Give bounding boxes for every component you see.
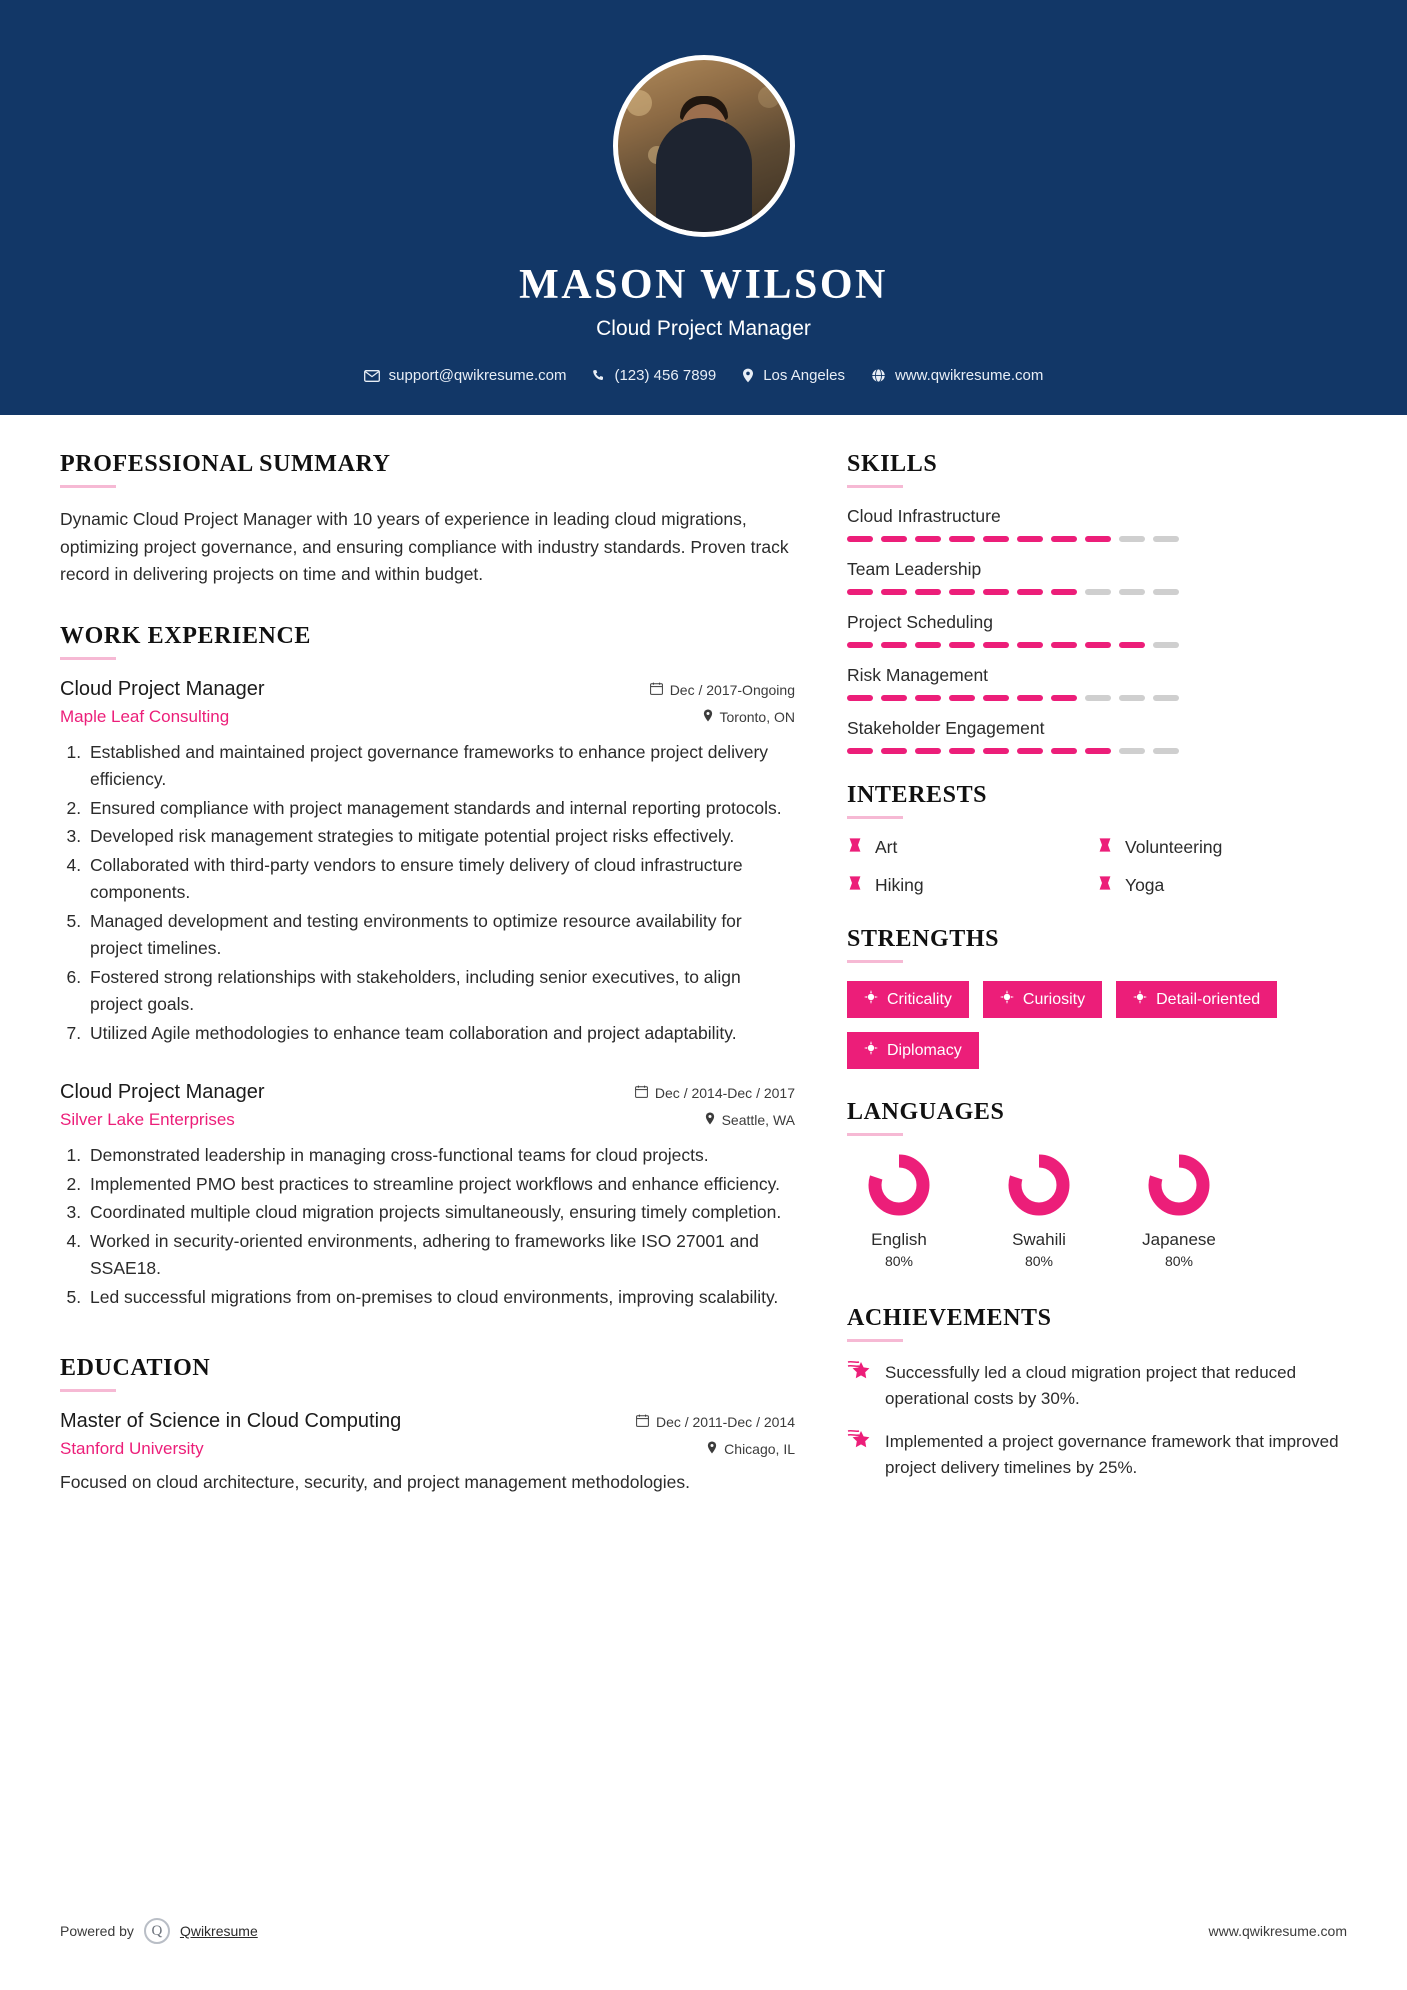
location-icon — [742, 368, 754, 383]
contact-phone[interactable] — [592, 367, 716, 384]
list-item: 1. Established and maintained project governance frameworks to enhance project delivery efficiency. — [86, 739, 795, 794]
job-location — [705, 1112, 795, 1128]
progress-ring — [868, 1154, 930, 1216]
contact-row — [364, 367, 1044, 384]
list-item: 1. Demonstrated leadership in managing cross-functional teams for cloud projects. — [86, 1142, 795, 1170]
interest-label: Yoga — [1125, 875, 1165, 895]
education-location — [707, 1441, 795, 1457]
location-icon — [703, 709, 713, 725]
interest-label: Art — [875, 837, 898, 857]
summary-text: Dynamic Cloud Project Manager with 10 years of experience in leading cloud migrations, optimizing project governance, and ensuring compliance with industry standards. Proven track record in delivering projects on time and within budget. — [60, 509, 789, 584]
page-footer — [0, 1918, 1407, 1944]
language-item — [991, 1154, 1087, 1269]
star-badge-icon — [847, 1429, 871, 1481]
sparkle-icon — [1133, 990, 1147, 1009]
progress-ring — [1008, 1154, 1070, 1216]
skill-label: Team Leadership — [847, 559, 982, 579]
list-item: 2. Ensured compliance with project management standards and internal reporting protocols. — [86, 795, 795, 823]
language-percent: 80% — [1164, 1253, 1194, 1269]
bookmark-icon — [847, 875, 863, 896]
bookmark-icon — [1097, 837, 1113, 858]
education-dates — [636, 1414, 795, 1430]
languages-list — [847, 1154, 1347, 1269]
skill-meter — [847, 748, 1347, 754]
list-item: 3. Developed risk management strategies to mitigate potential project risks effectively. — [86, 823, 795, 851]
divider — [847, 816, 903, 819]
calendar-icon — [650, 682, 663, 698]
education-item — [60, 1410, 795, 1497]
language-item — [851, 1154, 947, 1269]
interest-item — [847, 837, 1097, 858]
contact-email-text: support@qwikresume.com — [388, 367, 567, 384]
brand-name-link[interactable]: Qwikresume — [179, 1923, 258, 1939]
job-location — [703, 709, 795, 725]
experience-item — [60, 1081, 795, 1311]
job-dates — [635, 1085, 795, 1101]
divider — [847, 1133, 903, 1136]
education-location-text: Chicago, IL — [724, 1441, 795, 1457]
contact-email[interactable] — [364, 367, 567, 384]
skill-meter — [847, 589, 1347, 595]
right-column — [847, 451, 1347, 1507]
strength-chip — [847, 1032, 979, 1069]
strength-chip — [1116, 981, 1277, 1018]
interest-label: Hiking — [875, 875, 924, 895]
skill-item — [847, 665, 1347, 701]
list-item: 7. Utilized Agile methodologies to enhance team collaboration and project adaptability. — [86, 1020, 795, 1048]
divider — [60, 485, 116, 488]
list-item: 3. Coordinated multiple cloud migration projects simultaneously, ensuring timely completion. — [86, 1199, 795, 1227]
list-item: 5. Led successful migrations from on-premises to cloud environments, improving scalability. — [86, 1284, 795, 1312]
contact-location-text: Los Angeles — [763, 367, 845, 384]
job-title: Cloud Project Manager — [596, 317, 811, 340]
list-item: 5. Managed development and testing environments to optimize resource availability for project timelines. — [86, 908, 795, 963]
language-label: Japanese — [1142, 1230, 1216, 1249]
list-item: 6. Fostered strong relationships with stakeholders, including senior executives, to align project goals. — [86, 964, 795, 1019]
language-item — [1131, 1154, 1227, 1269]
bookmark-icon — [1097, 875, 1113, 896]
summary-heading: PROFESSIONAL SUMMARY — [60, 451, 391, 477]
strengths-heading: STRENGTHS — [847, 926, 1000, 952]
sparkle-icon — [864, 1041, 878, 1060]
job-role: Cloud Project Manager — [60, 677, 265, 700]
skills-heading: SKILLS — [847, 451, 938, 477]
sparkle-icon — [864, 990, 878, 1009]
language-percent: 80% — [884, 1253, 914, 1269]
job-duties — [86, 739, 795, 1048]
location-icon — [705, 1112, 715, 1128]
education-description: Focused on cloud architecture, security, and project management methodologies. — [60, 1472, 691, 1492]
achievement-text: Implemented a project governance framework that improved project delivery timelines by 25%. — [885, 1432, 1339, 1477]
divider — [847, 485, 903, 488]
language-label: English — [871, 1230, 927, 1249]
contact-location[interactable] — [742, 367, 845, 384]
location-icon — [707, 1441, 717, 1457]
brand-block[interactable] — [60, 1918, 258, 1944]
divider — [847, 1339, 903, 1342]
skill-label: Risk Management — [847, 665, 989, 685]
skill-meter — [847, 536, 1347, 542]
strength-label: Curiosity — [1022, 990, 1086, 1008]
bookmark-icon — [847, 837, 863, 858]
divider — [60, 657, 116, 660]
strength-label: Diplomacy — [887, 1041, 962, 1059]
strength-chip — [847, 981, 969, 1018]
strength-label: Detail-oriented — [1156, 990, 1261, 1008]
footer-website[interactable]: www.qwikresume.com — [1208, 1923, 1347, 1939]
contact-phone-text: (123) 456 7899 — [614, 367, 717, 384]
globe-icon — [871, 368, 886, 383]
language-label: Swahili — [1012, 1230, 1066, 1249]
job-company: Silver Lake Enterprises — [60, 1110, 235, 1129]
interest-item — [1097, 875, 1347, 896]
interests-list — [847, 837, 1347, 896]
divider — [847, 960, 903, 963]
powered-by-label: Powered by — [60, 1923, 134, 1939]
left-column — [60, 451, 795, 1507]
divider — [60, 1389, 116, 1392]
qwikresume-logo-icon: Q — [144, 1918, 170, 1944]
page-title: MASON WILSON — [519, 262, 888, 308]
education-dates-text: Dec / 2011-Dec / 2014 — [655, 1414, 795, 1430]
strength-chip — [983, 981, 1102, 1018]
list-item: 4. Collaborated with third-party vendors to ensure timely delivery of cloud infrastructure components. — [86, 852, 795, 907]
job-company: Maple Leaf Consulting — [60, 706, 230, 726]
achievement-item — [847, 1360, 1347, 1412]
experience-heading: WORK EXPERIENCE — [60, 622, 312, 649]
interest-item — [847, 875, 1097, 896]
job-duties — [86, 1142, 795, 1311]
education-heading: EDUCATION — [60, 1355, 211, 1381]
job-dates — [650, 682, 795, 698]
skill-item — [847, 718, 1347, 754]
achievements-heading: ACHIEVEMENTS — [847, 1305, 1052, 1331]
job-dates-text: Dec / 2014-Dec / 2017 — [654, 1085, 795, 1101]
experience-item — [60, 678, 795, 1048]
contact-website-text: www.qwikresume.com — [894, 367, 1044, 384]
sparkle-icon — [1000, 990, 1014, 1009]
achievement-text: Successfully led a cloud migration project that reduced operational costs by 30%. — [885, 1363, 1297, 1408]
job-role: Cloud Project Manager — [60, 1081, 265, 1103]
education-school: Stanford University — [60, 1439, 204, 1458]
resume-body — [0, 415, 1407, 1507]
strengths-list — [847, 981, 1347, 1069]
interests-heading: INTERESTS — [847, 782, 988, 808]
avatar — [613, 55, 795, 237]
job-dates-text: Dec / 2017-Ongoing — [669, 681, 795, 698]
languages-heading: LANGUAGES — [847, 1099, 1005, 1125]
job-location-text: Toronto, ON — [719, 708, 795, 725]
skill-label: Stakeholder Engagement — [847, 718, 1045, 738]
mail-icon — [364, 370, 380, 382]
interest-item — [1097, 837, 1347, 858]
interest-label: Volunteering — [1125, 837, 1223, 857]
skill-meter — [847, 642, 1347, 648]
calendar-icon — [636, 1414, 649, 1430]
calendar-icon — [635, 1085, 648, 1101]
progress-ring — [1148, 1154, 1210, 1216]
skill-meter — [847, 695, 1347, 701]
education-degree: Master of Science in Cloud Computing — [60, 1410, 402, 1432]
strength-label: Criticality — [887, 990, 952, 1008]
language-percent: 80% — [1024, 1253, 1054, 1269]
star-badge-icon — [847, 1360, 871, 1412]
skill-item — [847, 506, 1347, 542]
job-location-text: Seattle, WA — [721, 1112, 795, 1128]
achievement-item — [847, 1429, 1347, 1481]
phone-icon — [592, 369, 605, 382]
skill-item — [847, 559, 1347, 595]
skill-item — [847, 612, 1347, 648]
list-item: 4. Worked in security-oriented environments, adhering to frameworks like ISO 27001 and SSAE18. — [86, 1228, 795, 1283]
contact-website[interactable] — [871, 367, 1043, 384]
skill-label: Cloud Infrastructure — [847, 506, 1001, 526]
list-item: 2. Implemented PMO best practices to streamline project workflows and enhance efficiency. — [86, 1171, 795, 1199]
skill-label: Project Scheduling — [847, 612, 993, 632]
resume-header — [0, 0, 1407, 415]
